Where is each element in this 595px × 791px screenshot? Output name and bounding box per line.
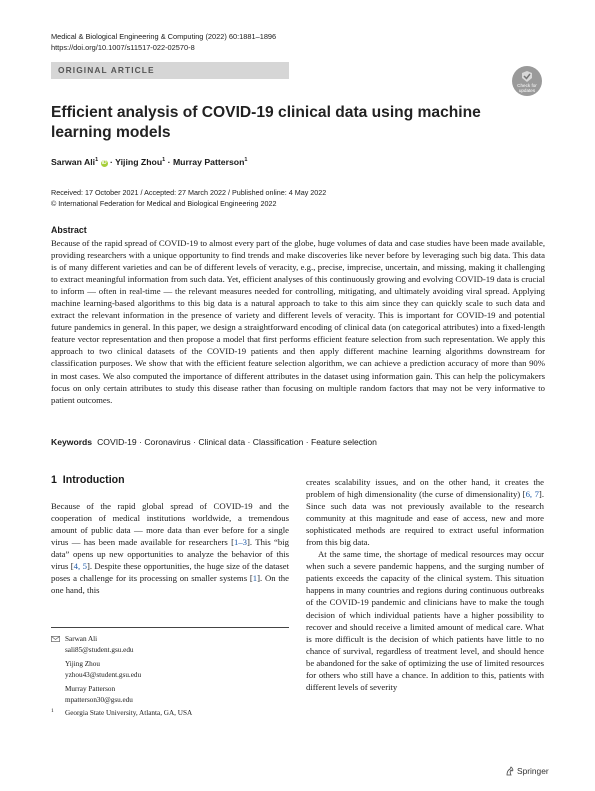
badge-line-2: updates [518, 88, 536, 93]
citation-link[interactable]: 6, 7 [525, 489, 539, 500]
publisher-name: Springer [517, 766, 549, 776]
springer-horse-icon [505, 766, 515, 776]
contact-entry [51, 684, 141, 705]
citation-link[interactable]: 4, 5 [73, 561, 87, 572]
contact-email[interactable]: sali85@student.gsu.edu [65, 645, 134, 654]
left-column [51, 500, 289, 596]
contact-email[interactable]: mpatterson30@gsu.edu [65, 695, 133, 704]
envelope-icon [51, 636, 60, 642]
section-title: Introduction [62, 474, 125, 486]
keywords-list: COVID-19 · Coronavirus · Clinical data · Classification · Feature selection [97, 437, 377, 447]
copyright-line: © International Federation for Medical and Biological Engineering 2022 [51, 198, 277, 208]
abstract-heading: Abstract [51, 225, 87, 235]
publication-dates [51, 188, 326, 209]
journal-citation: Medical & Biological Engineering & Computing (2022) 60:1881–1896 [51, 32, 277, 41]
keywords-line [51, 437, 377, 447]
contact-entry [51, 659, 141, 680]
check-for-updates-icon [520, 70, 534, 83]
author-affiliation-mark: 1 [95, 157, 99, 164]
paragraph [306, 476, 544, 548]
paragraph [51, 500, 289, 596]
article-title: Efficient analysis of COVID-19 clinical data using machine learning models [51, 104, 481, 141]
author-contacts [51, 634, 141, 705]
keywords-label: Keywords [51, 437, 93, 447]
citation-link[interactable]: 1–3 [233, 537, 248, 548]
footnote-number: 1 [51, 708, 54, 714]
text-run: ]. Since such data was not previously available to the research community at this magnitude and ease of access, new and more sophisticated methods are required to extract useful information from this big data. [306, 489, 544, 548]
author-affiliation-mark: 1 [162, 157, 166, 164]
text-run: ]. Despite these opportunities, the huge size of the dataset poses a challenge for its processing on smaller systems [ [51, 561, 289, 584]
author-name[interactable]: Yijing Zhou [115, 157, 163, 167]
abstract-body: Because of the rapid spread of COVID-19 to almost every part of the globe, huge volumes of data and case studies have been made available, providing researchers with a unique opportunity to find trends and make discoveries like never before by leveraging such big data. This data is of many different varieties and can be of different levels of veracity, e.g., precise, imprecise, uncertain, and missing, making it challenging to extract meaningful information from such data. Yet, efficient analyses of this continuously growing and evolving COVID-19 data is crucial to inform — often in real-time — the relevant measures needed for controlling, mitigating, and ultimately avoiding viral spread. Applying machine learning-based algorithms to this big data is a natural approach to take to this aim since they can quickly scale to such data and extract the relevant information in the presence of variety and different levels of veracity. This is important for COVID-19 and potential future pandemics in general. In this paper, we design a straightforward encoding of clinical data (on categorical attributes) into a fixed-length feature vector representation and then propose a model that first performs efficient feature selection from such representation. We apply this approach to two clinical datasets of the COVID-19 patients and then apply different machine learning algorithms downstream for classification purposes. We show that with the efficient feature selection algorithm, we can achieve a prediction accuracy of more than 90% in most cases. We also computed the importance of different attributes in the dataset using information gain. This can help the policymakers focus on only certain attributes to study this disease rather than focusing on multiple random factors that may not be very informative to patient outcomes. [51, 238, 545, 405]
author-list [51, 157, 247, 167]
contact-email[interactable]: yzhou43@student.gsu.edu [65, 670, 142, 679]
section-heading [51, 474, 125, 486]
text-run: ]. On the one hand, this [51, 573, 289, 596]
section-number: 1 [51, 474, 57, 486]
article-type-banner: ORIGINAL ARTICLE [51, 62, 289, 79]
badge-line-1: Check for [517, 83, 537, 88]
contact-name: Yijing Zhou [65, 660, 100, 668]
author-separator: · [165, 157, 173, 167]
publisher-logo [505, 766, 549, 776]
author-separator: · [107, 157, 116, 167]
text-run: ]. This “big data” opens up new opportunities to analyze the behavior of this virus [ [51, 537, 289, 572]
author-affiliation-mark: 1 [244, 157, 248, 164]
contact-entry [51, 634, 141, 655]
contact-name: Sarwan Ali [65, 635, 98, 643]
check-for-updates-label [512, 83, 542, 93]
text-run: creates scalability issues, and on the other hand, it creates the problem of high dimensionality (the curse of dimensionality) [ [306, 477, 544, 500]
footnote-divider [51, 627, 289, 628]
right-column [306, 476, 544, 693]
orcid-icon[interactable]: iD [101, 160, 107, 166]
citation-link[interactable]: 1 [252, 573, 258, 584]
author-name[interactable]: Sarwan Ali [51, 157, 96, 167]
paragraph: At the same time, the shortage of medical resources may occur when such a severe pandemic happens, and the surging number of patients exceeds the capacity of the clinical system. This situation happens in many countries and regions during continuous outbreaks of the COVID-19 pandemic and clinicians have to make the tough decision of which individual patients have a higher possibility to recover and should receive a limited amount of medical care. What is more difficult is the decision of which patients have little to no chance of survival, regardless of treatment level, and should hence be abandoned for the sake of optimizing the use of limited resources for others who still have a chance. In addition to this, patients with different levels of severity [306, 549, 544, 692]
affiliation-text: Georgia State University, Atlanta, GA, USA [65, 709, 193, 717]
text-run: Because of the rapid global spread of COVID-19 and the cooperation of medical institutions worldwide, a tremendous amount of public data — more data than ever before for a single virus — has been made available for researchers [ [51, 501, 289, 548]
doi-link[interactable]: https://doi.org/10.1007/s11517-022-02570-8 [51, 43, 195, 52]
author-name[interactable]: Murray Patterson [172, 157, 245, 167]
contact-name: Murray Patterson [65, 685, 116, 693]
history-dates: Received: 17 October 2021 / Accepted: 27 March 2022 / Published online: 4 May 2022 [51, 188, 327, 197]
check-for-updates-badge[interactable] [512, 66, 542, 96]
